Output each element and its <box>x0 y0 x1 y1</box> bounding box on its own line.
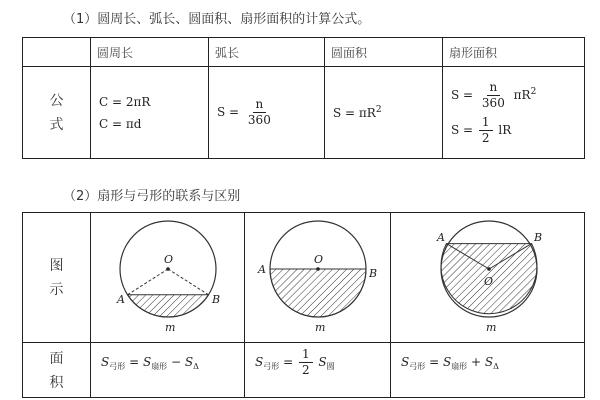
header-arc-length: 弧长 <box>209 38 325 67</box>
f2-eq: = <box>283 355 294 369</box>
label-b: B <box>533 231 542 244</box>
f2-numerator: 1 <box>299 347 313 363</box>
circumference-formula-1: C = 2πR <box>99 94 151 109</box>
section-1-caption: （1）圆周长、弧长、圆面积、扇形面积的计算公式。 <box>63 12 371 27</box>
area-text: S = πR <box>333 106 376 120</box>
arc-denominator: 360 <box>247 113 271 127</box>
row-label-char: 面 <box>49 351 64 367</box>
sector-f2-rhs: lR <box>498 122 512 137</box>
sector-f1-fraction <box>479 80 508 111</box>
circumference-formulas <box>91 67 209 159</box>
arc-numerator: n <box>253 97 267 113</box>
section-2-caption: （2）扇形与弓形的联系与区别 <box>63 189 241 204</box>
f1-op: − <box>171 355 182 369</box>
label-m: m <box>485 321 496 334</box>
row-label-char: 式 <box>49 116 64 133</box>
header-empty-cell <box>23 38 91 67</box>
segment-diagram-major <box>393 213 583 338</box>
circumference-formula-2: C = πd <box>99 116 142 131</box>
sector-formula-2 <box>451 115 584 146</box>
f3-s3: S <box>484 355 494 369</box>
row-label-char: 示 <box>49 281 64 298</box>
hatched-segment <box>127 295 208 317</box>
f3-eq: = <box>429 355 440 369</box>
sector-f2-lhs: S = <box>451 122 474 137</box>
formula-row-label <box>23 67 91 159</box>
area-formula-3 <box>391 343 585 398</box>
row-label-char: 公 <box>49 92 64 109</box>
label-a: A <box>257 263 266 276</box>
diagram-1-cell <box>91 213 245 343</box>
arc-lhs: S = <box>217 105 240 119</box>
sector-f1-denominator: 360 <box>481 95 505 110</box>
sector-area-formulas <box>443 67 585 159</box>
formula-table <box>22 37 585 159</box>
f2-s2: S <box>318 355 327 369</box>
f1-eq: = <box>129 355 140 369</box>
label-b: B <box>368 267 377 280</box>
f1-s1: S <box>101 355 110 369</box>
center-dot <box>166 267 170 271</box>
sector-f2-numerator: 1 <box>479 115 493 131</box>
label-a: A <box>436 231 445 244</box>
sector-f1-rhs: πR <box>513 87 531 102</box>
f2-fraction <box>299 347 313 378</box>
header-sector-area: 扇形面积 <box>443 38 585 67</box>
row-label-char: 积 <box>49 375 64 391</box>
diagram-2-cell <box>245 213 391 343</box>
f3-s1-sub: 弓形 <box>409 362 426 371</box>
sector-formula-1 <box>451 80 584 111</box>
label-b: B <box>211 293 220 306</box>
f1-s1-sub: 弓形 <box>109 362 126 371</box>
center-dot <box>487 267 491 271</box>
f2-s2-sub: 圆 <box>326 362 335 371</box>
diagram-3-cell <box>391 213 585 343</box>
formula-row <box>23 67 585 159</box>
label-o: O <box>483 275 493 288</box>
f3-s2-sub: 扇形 <box>451 362 468 371</box>
sector-f1-exponent: 2 <box>530 86 537 97</box>
circle-area-formula <box>325 67 443 159</box>
label-m: m <box>314 321 325 334</box>
row-label-char: 图 <box>49 257 64 274</box>
area-row <box>23 343 585 398</box>
f2-s1: S <box>255 355 264 369</box>
radius-ob <box>168 269 209 295</box>
label-a: A <box>116 293 125 306</box>
radius-oa <box>127 269 168 295</box>
f3-s1: S <box>401 355 410 369</box>
hatched-segment <box>270 269 366 317</box>
f3-s2: S <box>442 355 452 369</box>
area-formula-2 <box>245 343 391 398</box>
segment-table <box>22 212 585 398</box>
area-formula-1 <box>91 343 245 398</box>
arc-fraction <box>245 97 274 128</box>
diagram-row-label <box>23 213 91 343</box>
f1-s3: S <box>184 355 194 369</box>
segment-diagram-semicircle <box>247 213 389 338</box>
area-row-label <box>23 343 91 398</box>
f1-s2-sub: 扇形 <box>151 362 168 371</box>
sector-f2-fraction <box>479 115 493 146</box>
area-exponent: 2 <box>375 105 382 115</box>
f2-s1-sub: 弓形 <box>263 362 280 371</box>
sector-f2-denominator: 2 <box>481 130 490 145</box>
f2-denominator: 2 <box>301 363 310 377</box>
header-circle-area: 圆面积 <box>325 38 443 67</box>
f3-s3-sub: Δ <box>493 362 499 371</box>
label-m: m <box>164 321 175 334</box>
diagram-row <box>23 213 585 343</box>
arc-length-formula <box>209 67 325 159</box>
label-o: O <box>313 253 323 266</box>
sector-f1-lhs: S = <box>451 87 474 102</box>
f1-s2: S <box>142 355 152 369</box>
sector-f1-numerator: n <box>487 80 501 96</box>
center-dot <box>316 267 320 271</box>
header-circumference: 圆周长 <box>91 38 209 67</box>
f3-op: + <box>471 355 482 369</box>
segment-diagram-minor <box>93 213 243 338</box>
f1-s3-sub: Δ <box>193 362 199 371</box>
formula-table-header-row <box>23 38 585 67</box>
label-o: O <box>163 253 173 266</box>
